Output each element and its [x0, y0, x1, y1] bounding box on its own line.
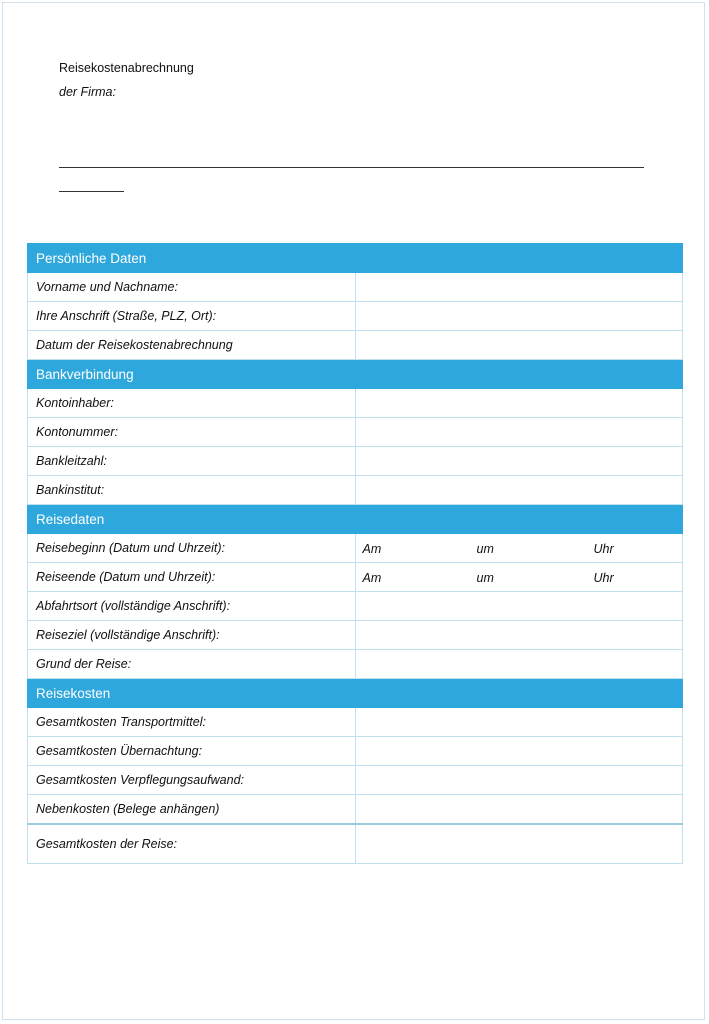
trip-start-field[interactable] [355, 534, 683, 563]
name-field[interactable] [355, 273, 683, 302]
accommodation-cost-field[interactable] [355, 737, 683, 766]
field-label: Nebenkosten (Belege anhängen) [28, 795, 356, 824]
section-title: Reisedaten [28, 505, 683, 534]
departure-address-field[interactable] [355, 592, 683, 621]
field-label: Datum der Reisekostenabrechnung [28, 331, 356, 360]
trip-reason-field[interactable] [355, 650, 683, 679]
total-label: Gesamtkosten der Reise: [28, 824, 356, 864]
section-header-bank [28, 360, 683, 389]
form-row [28, 418, 683, 447]
account-holder-field[interactable] [355, 389, 683, 418]
form-row [28, 621, 683, 650]
form-row [28, 650, 683, 679]
time-suffix: Uhr [593, 571, 614, 585]
time-prefix: um [476, 571, 494, 585]
travel-expense-form [27, 243, 683, 864]
field-label: Reiseziel (vollständige Anschrift): [28, 621, 356, 650]
form-row [28, 766, 683, 795]
meal-allowance-field[interactable] [355, 766, 683, 795]
transport-cost-field[interactable] [355, 708, 683, 737]
form-row [28, 795, 683, 824]
form-row [28, 592, 683, 621]
section-header-personal [28, 244, 683, 273]
form-row [28, 563, 683, 592]
form-row [28, 737, 683, 766]
company-name-line[interactable] [59, 167, 644, 168]
section-title: Reisekosten [28, 679, 683, 708]
section-title: Persönliche Daten [28, 244, 683, 273]
date-prefix: Am [362, 571, 382, 585]
company-label: der Firma: [59, 85, 116, 99]
date-prefix: Am [362, 542, 382, 556]
bank-code-field[interactable] [355, 447, 683, 476]
form-row [28, 534, 683, 563]
time-suffix: Uhr [593, 542, 614, 556]
address-field[interactable] [355, 302, 683, 331]
field-label: Gesamtkosten Übernachtung: [28, 737, 356, 766]
field-label: Reiseende (Datum und Uhrzeit): [28, 563, 356, 592]
total-cost-field[interactable] [355, 824, 683, 864]
document-title: Reisekostenabrechnung [59, 61, 194, 75]
incidental-cost-field[interactable] [355, 795, 683, 824]
date-field[interactable] [355, 331, 683, 360]
field-label: Kontoinhaber: [28, 389, 356, 418]
form-row [28, 331, 683, 360]
form-row [28, 302, 683, 331]
company-name-line-continued[interactable] [59, 191, 124, 192]
field-label: Kontonummer: [28, 418, 356, 447]
form-row [28, 476, 683, 505]
time-prefix: um [476, 542, 494, 556]
section-header-costs [28, 679, 683, 708]
field-label: Reisebeginn (Datum und Uhrzeit): [28, 534, 356, 563]
trip-end-field[interactable] [355, 563, 683, 592]
bank-institute-field[interactable] [355, 476, 683, 505]
form-row [28, 708, 683, 737]
form-row [28, 447, 683, 476]
account-number-field[interactable] [355, 418, 683, 447]
form-row [28, 389, 683, 418]
section-header-travel [28, 505, 683, 534]
field-label: Gesamtkosten Verpflegungsaufwand: [28, 766, 356, 795]
field-label: Abfahrtsort (vollständige Anschrift): [28, 592, 356, 621]
field-label: Ihre Anschrift (Straße, PLZ, Ort): [28, 302, 356, 331]
destination-address-field[interactable] [355, 621, 683, 650]
field-label: Bankinstitut: [28, 476, 356, 505]
total-row [28, 824, 683, 864]
field-label: Grund der Reise: [28, 650, 356, 679]
section-title: Bankverbindung [28, 360, 683, 389]
field-label: Bankleitzahl: [28, 447, 356, 476]
form-row [28, 273, 683, 302]
field-label: Gesamtkosten Transportmittel: [28, 708, 356, 737]
field-label: Vorname und Nachname: [28, 273, 356, 302]
